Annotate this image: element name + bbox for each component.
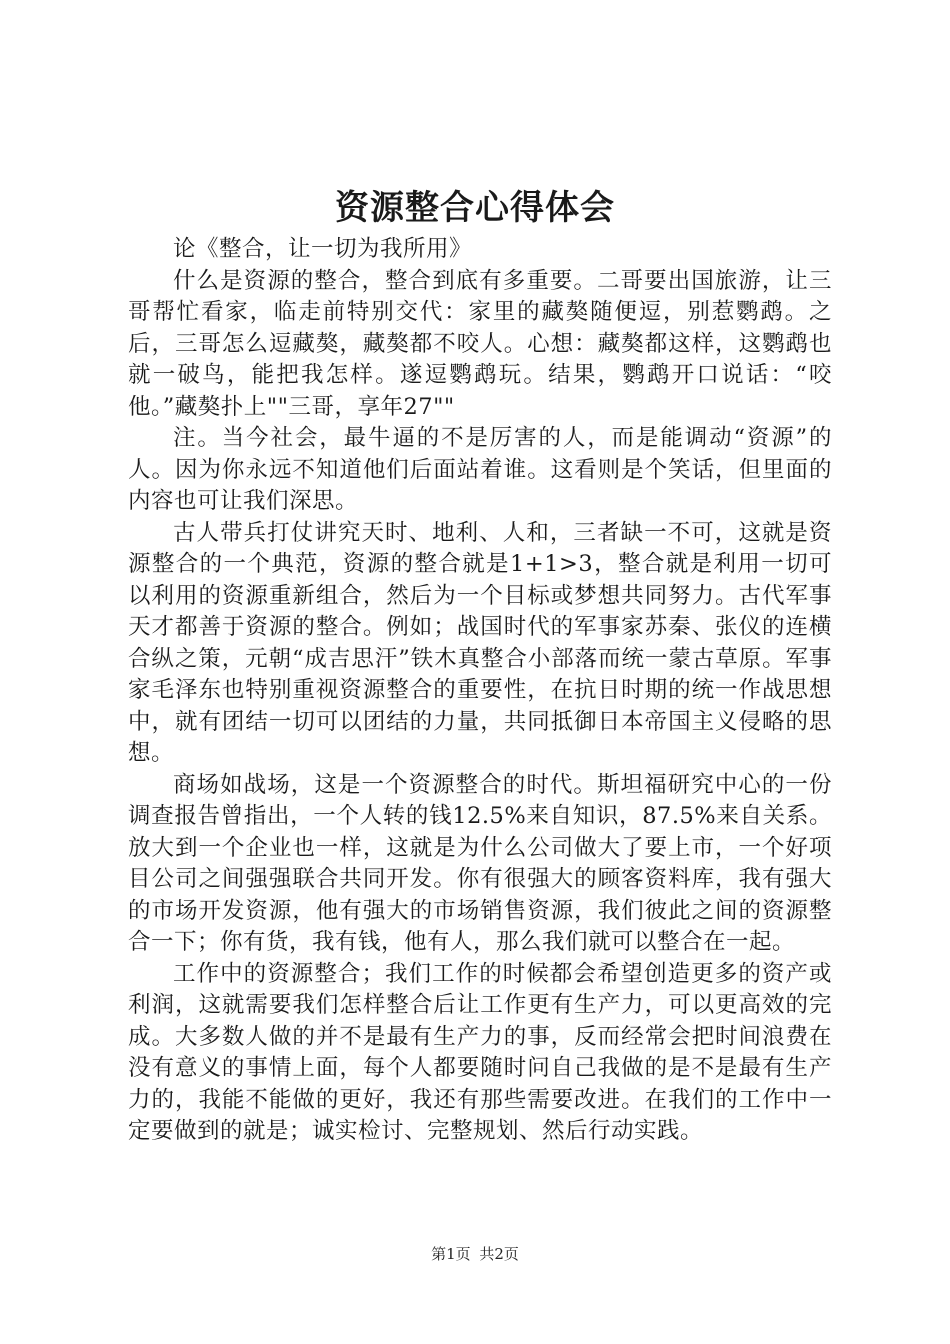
- paragraph: 商场如战场，这是一个资源整合的时代。斯坦福研究中心的一份调查报告曾指出，一个人转的钱12.5%来自知识，87.5%来自关系。放大到一个企业也一样，这就是为什么公司做大了要上市，一个好项目公司之间强强联合共同开发。你有很强大的顾客资料库，我有强大的市场开发资源，他有强大的市场销售资源，我们彼此之间的资源整合一下；你有货，我有钱，他有人，那么我们就可以整合在一起。: [128, 771, 832, 955]
- paragraph: 注。当今社会，最牛逼的不是厉害的人，而是能调动“资源”的人。因为你永远不知道他们后面站着谁。这看则是个笑话，但里面的内容也可让我们深思。: [128, 425, 832, 514]
- paragraph: 什么是资源的整合，整合到底有多重要。二哥要出国旅游，让三哥帮忙看家，临走前特别交代：家里的藏獒随便逗，别惹鹦鹉。之后，三哥怎么逗藏獒，藏獒都不咬人。心想：藏獒都这样，这鹦鹉也就一破鸟，能把我怎样。遂逗鹦鹉玩。结果，鹦鹉开口说话：“咬他。”藏獒扑上""三哥，享年27"": [128, 267, 832, 420]
- paragraph: 古人带兵打仗讲究天时、地利、人和，三者缺一不可，这就是资源整合的一个典范，资源的整合就是1+1>3，整合就是利用一切可以利用的资源重新组合，然后为一个目标或梦想共同努力。古代军事天才都善于资源的整合。例如；战国时代的军事家苏秦、张仪的连横合纵之策，元朝“成吉思汗”铁木真整合小部落而统一蒙古草原。军事家毛泽东也特别重视资源整合的重要性，在抗日时期的统一作战思想中，就有团结一切可以团结的力量，共同抵御日本帝国主义侵略的思想。: [128, 519, 832, 766]
- page-footer: [0, 1244, 950, 1264]
- paragraph-subtitle: 论《整合，让一切为我所用》: [173, 236, 473, 262]
- document-title: 资源整合心得体会: [335, 188, 615, 228]
- page-number: 第1页: [431, 1245, 471, 1263]
- paragraph: 工作中的资源整合；我们工作的时候都会希望创造更多的资产或利润，这就需要我们怎样整合后让工作更有生产力，可以更高效的完成。大多数人做的并不是最有生产力的事，反而经常会把时间浪费在没有意义的事情上面，每个人都要随时问自己我做的是不是最有生产力的，我能不能做的更好，我还有那些需要改进。在我们的工作中一定要做到的就是；诚实检讨、完整规划、然后行动实践。: [128, 960, 832, 1144]
- document-body: [128, 234, 832, 1148]
- page-total: 共2页: [479, 1245, 519, 1263]
